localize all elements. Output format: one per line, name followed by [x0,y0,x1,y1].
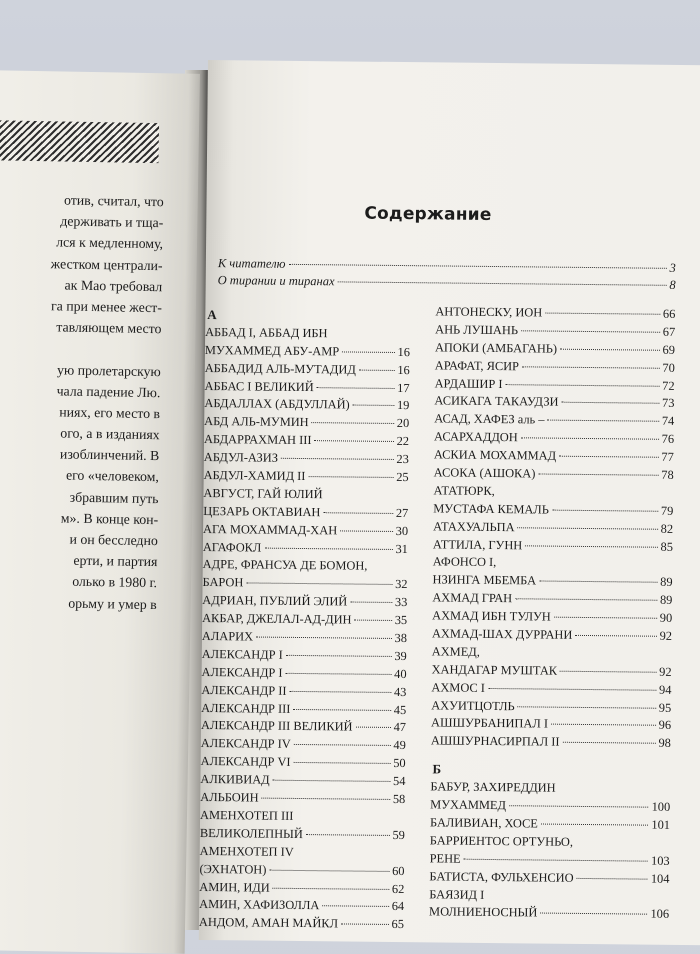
toc-entry-line: БАРРИЕНТОС ОРТУНЬО, [429,833,574,849]
toc-column-a [199,307,411,935]
entry-page: 60 [392,863,405,878]
toc-entry [199,862,404,882]
right-page [199,60,700,945]
entry-page: 85 [660,539,674,554]
dot-leader [552,509,658,511]
entry-title: НЗИНГА МБЕМБА [432,572,537,588]
entry-page: 64 [391,899,405,914]
entry-page: 58 [392,792,406,807]
entry-title: АСИКАГА ТАКАУДЗИ [434,393,559,410]
entry-page: 47 [393,720,407,735]
left-page-line: и он бесследно [69,531,158,549]
toc-entry-line: БАБУР, ЗАХИРЕДДИН [430,779,556,795]
entry-title: АГА МОХАММАД-ХАН [203,521,338,538]
left-page-line: отив, считал, что [63,192,164,210]
toc-entry-line: АВГУСТ, ГАЙ ЮЛИЙ [203,485,323,502]
entry-title: БАРОН [202,575,244,590]
entry-title: ЦЕЗАРЬ ОКТАВИАН [203,503,321,519]
entry-title: АБДУЛ-АЗИЗ [203,450,279,465]
entry-title: АЛЕКСАНДР III [201,700,291,716]
entry-title: АШШУРНАСИРПАЛ II [430,733,560,750]
toc-entry-line: АМЕНХОТЕП III [200,807,294,823]
dot-leader [560,348,660,350]
entry-title: АСАД, ХАФЕЗ аль – [434,411,545,427]
toc-entry [202,629,407,649]
dot-leader [262,798,390,800]
left-page-line: ниях, его место в [59,404,161,422]
entry-title: (ЭХНАТОН) [199,861,267,877]
entry-page: 67 [662,324,676,339]
dot-leader [575,635,656,637]
toc-entry [203,522,408,542]
entry-page: 49 [393,738,406,753]
entry-title: АБДУЛ-ХАМИД II [203,467,306,484]
toc-entry-line: АТАТЮРК, [433,483,495,498]
toc-entry [200,790,405,810]
left-page-line: держивать и тща- [60,213,164,231]
toc-entry [205,343,410,363]
toc-entry [201,718,406,738]
left-page-text [0,188,164,615]
dot-leader [554,617,657,619]
toc-intro [218,256,676,295]
entry-page: 92 [659,664,672,679]
dot-leader [488,688,656,691]
entry-page: 82 [660,521,674,536]
entry-page: 95 [658,700,672,715]
entry-page: 22 [396,434,410,449]
entry-title: АНЬ ЛУШАНЬ [435,322,519,338]
dot-leader [509,805,649,807]
dot-leader [551,724,656,726]
toc-entry [202,593,407,613]
entry-page: 23 [396,452,409,467]
entry-title: ХАНДАГАР МУШТАК [431,662,558,678]
entry-page: 98 [658,736,671,751]
entry-title: АРАФАТ, ЯСИР [434,358,520,373]
entry-title: АББАДИД АЛЬ-МУТАДИД [204,360,356,377]
entry-title: АЛЕКСАНДР I [201,646,283,662]
entry-page: 62 [391,881,405,896]
toc-entry-line: АДРЕ, ФРАНСУА ДЕ БОМОН, [202,557,368,574]
dot-leader [538,473,658,475]
dot-leader [562,402,660,404]
dot-leader [563,742,656,744]
toc-entry-line: АХМЕД, [431,644,480,659]
entry-title: АЛЕКСАНДР IV [200,736,291,752]
left-page-line: ак Мао требовал [64,277,163,294]
entry-title: АХУИТЦОТЛЬ [431,697,515,713]
entry-page: 40 [394,666,407,681]
toc-entry [200,772,405,792]
left-page-line: збравшим путь [69,489,159,506]
entry-page: 72 [662,378,675,393]
entry-page: 54 [392,774,406,789]
entry-title: АШШУРБАНИПАЛ I [430,715,549,732]
left-page-line: жестком централи- [50,255,163,273]
entry-page: 20 [396,416,410,431]
entry-title: АГАФОКЛ [202,539,262,555]
entry-page: 90 [659,610,673,626]
dot-leader [559,456,658,458]
entry-title: АДРИАН, ПУБЛИЙ ЭЛИЙ [202,593,348,609]
toc-entry [202,575,407,595]
dot-leader [269,869,389,871]
entry-title: АНДОМ, АМАН МАЙКЛ [198,915,339,931]
dot-leader [322,906,388,908]
entry-page: 32 [395,577,408,592]
left-page [0,70,200,954]
entry-title: АСКИА МОХАММАД [433,447,557,463]
toc-entry [205,361,410,381]
dot-leader [522,366,659,368]
toc-entry-line: БАЯЗИД I [429,886,485,902]
entry-title: АНТОНЕСКУ, ИОН [435,304,543,320]
entry-page: 17 [397,380,410,395]
entry-page: 25 [396,470,409,485]
entry-page: 96 [658,718,672,733]
dot-leader [356,727,391,728]
toc-entry [204,396,409,416]
dot-leader [264,547,392,549]
entry-page: 45 [393,702,407,717]
dot-leader [540,913,647,915]
dot-leader [294,762,391,764]
dot-leader [525,545,657,547]
dot-leader [505,384,659,387]
toc-column-b [429,304,675,925]
dot-leader [256,637,392,639]
left-page-line: ую пролетарскую [56,361,161,379]
left-page-line: ерти, и партия [73,552,158,570]
entry-page: 70 [662,360,675,375]
entry-title: АЛЕКСАНДР I [201,664,283,680]
toc-entry-line: АФОНСО I, [432,554,497,570]
entry-page: 27 [395,505,409,520]
entry-page: 16 [397,362,410,377]
entry-title: О тирании и тиранах [217,273,335,289]
entry-page: 77 [661,449,674,465]
entry-title: АЛЕКСАНДР VI [200,754,291,770]
entry-title: АРДАШИР I [434,375,503,391]
entry-title: ВЕЛИКОЛЕПНЫЙ [199,825,303,841]
entry-title: АМИН, ХАФИЗОЛЛА [199,897,320,913]
dot-leader [342,351,394,353]
dot-leader [521,330,660,332]
entry-title: АТТИЛА, ГУНН [432,536,523,552]
entry-page: 94 [658,682,672,697]
toc-entry [204,379,409,399]
dot-leader [323,512,392,514]
dot-leader [539,581,657,583]
dot-leader [547,420,658,422]
entry-title: АМИН, ИДИ [199,879,270,895]
entry-page: 38 [394,631,408,646]
toc-entry [202,611,407,631]
dot-leader [288,264,666,269]
entry-page: 100 [651,799,671,814]
entry-page: 50 [393,756,406,771]
entry-title: АКБАР, ДЖЕЛАЛ-АД-ДИН [202,611,352,627]
left-page-line [0,337,161,361]
dot-leader [560,671,656,673]
dot-leader [286,673,392,675]
entry-page: 31 [395,541,408,556]
dot-leader [338,281,667,285]
entry-page: 89 [659,593,673,608]
entry-page: 101 [651,817,671,832]
entry-page: 30 [395,523,409,538]
toc-entry [204,432,409,452]
dot-leader [541,823,649,825]
dot-leader [515,598,657,600]
dot-leader [353,405,394,406]
entry-page: 59 [392,827,405,842]
section-letter: А [207,307,217,323]
toc-intro-entry [218,273,676,295]
entry-title: БАТИСТА, ФУЛЬХЕНСИО [429,868,574,885]
entry-title: АХМАД ГРАН [432,590,513,606]
entry-title: АТАХУАЛЬПА [433,519,515,534]
dot-leader [341,924,389,925]
toc-entry [203,504,408,524]
left-page-line: га при менее жест- [50,298,163,316]
dot-leader [293,709,390,711]
entry-page: 8 [669,277,676,292]
left-page-line: его «человеком, [65,468,160,485]
toc-entry [201,736,406,756]
left-page-line: олько в 1980 г. [72,574,158,591]
toc-entry [199,915,404,935]
section-letter: Б [432,761,442,777]
entry-title: АЛЕКСАНДР III ВЕЛИКИЙ [200,718,353,735]
entry-page: 16 [397,344,411,359]
dot-leader [273,780,390,782]
toc-entry [204,450,409,470]
entry-page: 69 [662,342,676,357]
dot-leader [246,583,392,586]
dot-leader [355,620,392,621]
entry-title: АХМАД ИБН ТУЛУН [432,608,551,624]
toc-entry [202,647,407,667]
dot-leader [290,691,391,693]
entry-page: 73 [661,396,675,411]
entry-page: 43 [393,684,407,699]
toc-entry-line: АМЕНХОТЕП IV [199,843,294,859]
dot-leader [340,530,393,532]
entry-title: АБДАЛЛАХ (АБДУЛЛАЙ) [204,396,350,412]
entry-page: 89 [660,575,673,590]
dot-leader [308,476,393,478]
dot-leader [294,744,391,746]
toc-heading: Содержание [364,203,492,225]
entry-title: МОЛНИЕНОСНЫЙ [429,904,538,920]
dot-leader [521,438,659,440]
dot-leader [306,834,390,836]
entry-title: АХМАД-ШАХ ДУРРАНИ [431,626,573,642]
dot-leader [350,602,392,603]
entry-page: 65 [391,917,405,932]
entry-title: АЛКИВИАД [200,772,270,787]
entry-page: 19 [396,398,410,413]
entry-title: АЛЬБОИН [200,790,259,805]
entry-page: 104 [650,871,670,886]
entry-page: 92 [659,628,673,643]
toc-entry [199,879,404,899]
toc-entry [429,905,669,925]
toc-entry [204,414,409,434]
entry-page: 66 [662,306,676,321]
toc-entry [204,468,409,488]
toc-entry [201,683,406,703]
left-page-line: изоблинчений. В [59,446,160,464]
dot-leader [577,878,648,880]
dot-leader [314,440,393,442]
entry-page: 3 [669,260,676,275]
entry-title: МУСТАФА КЕМАЛЬ [433,501,549,517]
entry-page: 106 [650,907,670,922]
entry-title: АХМОС I [431,680,486,695]
dot-leader [464,858,648,861]
left-page-line: чала падение Лю. [56,383,161,400]
toc-entry-line: АББАД I, АББАД ИБН [205,324,328,341]
entry-page: 35 [394,613,408,628]
entry-title: РЕНЕ [429,851,461,866]
dot-leader [281,458,394,460]
entry-page: 79 [660,503,674,518]
entry-title: АСОКА (АШОКА) [433,465,536,481]
toc-entry [201,754,406,774]
entry-page: 103 [650,853,670,868]
toc-entry [203,540,408,560]
dot-leader [312,422,394,424]
dot-leader [359,369,395,370]
dot-leader [286,655,392,657]
left-page-line: тавляющем место [56,319,162,337]
entry-title: АБДАРРАХМАН III [203,432,312,448]
dot-leader [518,527,658,529]
entry-title: АБД АЛЬ-МУМИН [204,414,309,430]
left-page-line: м». В конце кон- [60,510,159,527]
entry-title: АСАРХАДДОН [433,429,518,445]
entry-title: К читателю [217,256,286,271]
dot-leader [545,313,660,315]
entry-page: 33 [394,595,408,610]
dot-leader [518,706,656,708]
entry-title: АПОКИ (АМБАГАНЬ) [434,340,558,356]
hatched-ornament [0,120,159,163]
dot-leader [317,387,394,389]
entry-page: 76 [661,432,675,447]
entry-title: АББАС I ВЕЛИКИЙ [204,378,314,394]
left-page-line: ого, а в изданиях [60,425,160,443]
entry-title: АЛАРИХ [201,629,254,644]
toc-entry [200,826,405,846]
entry-title: МУХАММЕД АБУ-АМР [204,342,340,359]
entry-page: 74 [661,414,675,429]
dot-leader [273,887,389,889]
left-page-line: орьму и умер в [68,595,157,612]
entry-page: 78 [661,467,674,482]
toc-entry [199,897,404,917]
entry-title: АЛЕКСАНДР II [201,682,287,698]
toc-entry [201,701,406,721]
entry-title: БАЛИВИАН, ХОСЕ [429,815,538,831]
toc-entry [201,665,406,685]
entry-title: МУХАММЕД [430,797,507,813]
left-page-line: лся к медленному, [56,234,164,252]
entry-page: 39 [394,648,407,664]
